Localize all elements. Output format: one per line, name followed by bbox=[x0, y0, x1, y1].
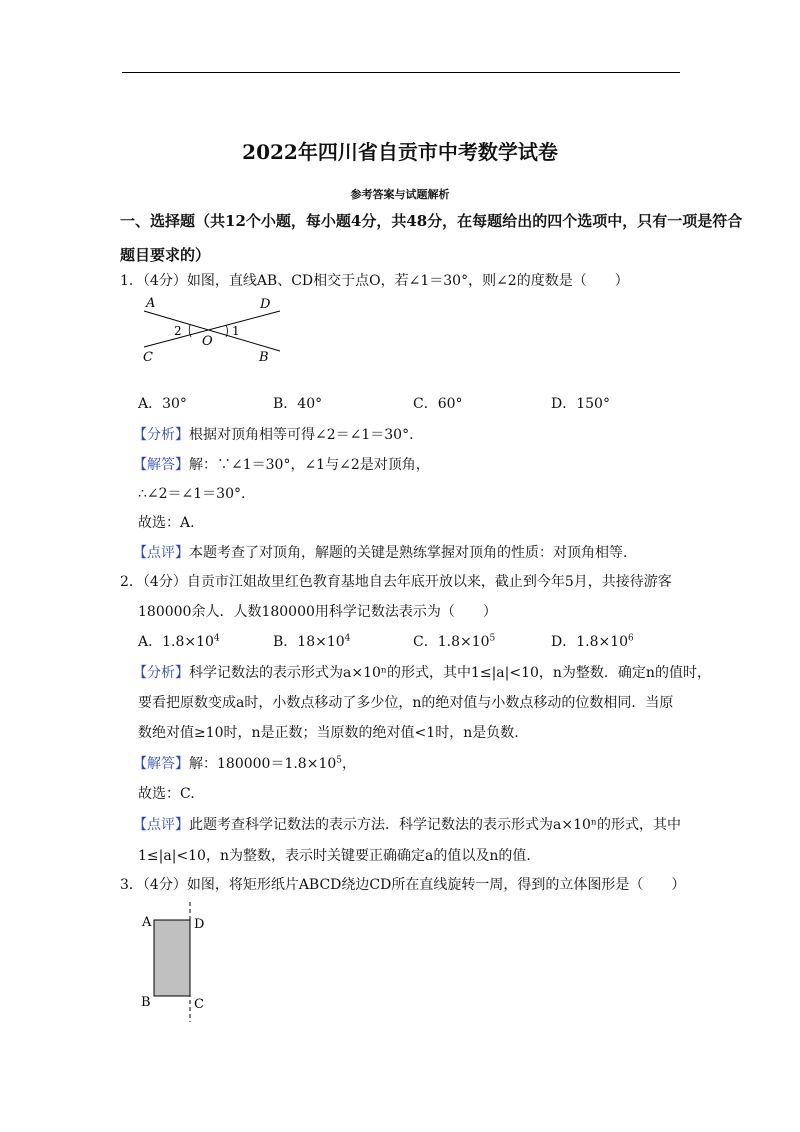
q1-stem: 1．（4分）如图，直线AB、CD相交于点O，若∠1＝30°，则∠2的度数是（ ） bbox=[120, 273, 629, 289]
section-heading-line1: 一、选择题（共12个小题，每小题4分，共48分，在每题给出的四个选项中，只有一项是符合 bbox=[120, 212, 743, 230]
label-a: A bbox=[146, 296, 156, 311]
q1-solution-text: 解：∵∠1＝30°，∠1与∠2是对顶角， bbox=[189, 457, 430, 473]
q3-figure bbox=[136, 898, 216, 1026]
q2-analysis-line2: 要看把原数变成a时，小数点移动了多少位，n的绝对值与小数点移动的位数相同．当原 bbox=[138, 695, 674, 711]
q2-stem-line1: 2．（4分）自贡市江姐故里红色教育基地自去年底开放以来，截止到今年5月，共接待游客 bbox=[120, 574, 672, 590]
q2-stem-line2: 180000余人．人数180000用科学记数法表示为（ ） bbox=[138, 604, 497, 620]
q2-solution-tag: 【解答】 bbox=[133, 756, 189, 772]
q2-comment-text: 此题考查科学记数法的表示方法．科学记数法的表示形式为a×10ⁿ的形式，其中 bbox=[189, 817, 681, 833]
label-angle-1: 1 bbox=[232, 324, 240, 338]
q2-option-b: B．$18\times 10^4$ bbox=[273, 633, 351, 650]
q3-stem: 3．（4分）如图，将矩形纸片ABCD绕边CD所在直线旋转一周，得到的立体图形是（ ） bbox=[120, 877, 686, 893]
q1-solution bbox=[133, 454, 430, 474]
q1-comment-tag: 【点评】 bbox=[133, 545, 189, 561]
q2-analysis-line3: 数绝对值≥10时，n是正数；当原数的绝对值<1时，n是负数. bbox=[138, 725, 519, 741]
q1-solution-tag: 【解答】 bbox=[133, 457, 189, 473]
q2-option-d: D．$1.8\times 10^6$ bbox=[551, 633, 634, 650]
q1-choice: 故选：A. bbox=[138, 515, 195, 531]
label-b: B bbox=[259, 350, 269, 365]
rectangle-abcd bbox=[154, 920, 190, 996]
q1-solution-line2: ∴∠2＝∠1＝30°. bbox=[138, 486, 246, 502]
label-c: C bbox=[194, 997, 204, 1012]
label-o: O bbox=[202, 334, 213, 349]
header-rule bbox=[122, 72, 680, 73]
label-b: B bbox=[141, 995, 151, 1010]
q2-comment-tag: 【点评】 bbox=[133, 817, 189, 833]
q1-option-d: D．150° bbox=[551, 396, 610, 412]
q1-option-c: C．60° bbox=[413, 396, 463, 412]
q2-choice: 故选：C. bbox=[138, 786, 195, 802]
q2-analysis bbox=[133, 662, 711, 682]
q1-comment bbox=[133, 542, 627, 562]
page-subtitle: 参考答案与试题解析 bbox=[350, 188, 450, 201]
q2-option-a: A．$1.8\times 10^4$ bbox=[138, 633, 220, 650]
section-heading-line2: 题目要求的） bbox=[120, 246, 211, 264]
label-a: A bbox=[142, 915, 152, 930]
label-d: D bbox=[194, 917, 205, 932]
label-d: D bbox=[260, 297, 271, 312]
q2-comment-line2: 1≤|a|<10，n为整数，表示时关键要正确确定a的值以及n的值. bbox=[138, 848, 531, 864]
q2-analysis-text: 科学记数法的表示形式为a×10ⁿ的形式，其中1≤|a|<10，n为整数．确定n的值时， bbox=[189, 665, 711, 681]
q1-figure bbox=[138, 293, 288, 365]
label-angle-2: 2 bbox=[174, 324, 182, 338]
q2-solution: 【解答】解：$180000=1.8\times 10^5$， bbox=[133, 755, 356, 772]
q1-analysis-tag: 【分析】 bbox=[133, 427, 189, 443]
q1-comment-text: 本题考查了对顶角，解题的关键是熟练掌握对顶角的性质：对顶角相等. bbox=[189, 545, 628, 561]
q1-option-a: A．30° bbox=[138, 396, 187, 412]
q1-analysis bbox=[133, 424, 414, 444]
q1-analysis-text: 根据对顶角相等可得∠2＝∠1＝30°. bbox=[189, 427, 414, 443]
q2-analysis-tag: 【分析】 bbox=[133, 665, 189, 681]
page-title: 2022年四川省自贡市中考数学试卷 bbox=[242, 140, 558, 164]
q2-option-c: C．$1.8\times 10^5$ bbox=[413, 633, 496, 650]
q2-comment bbox=[133, 814, 681, 834]
label-c: C bbox=[143, 350, 153, 365]
q1-option-b: B．40° bbox=[273, 396, 323, 412]
